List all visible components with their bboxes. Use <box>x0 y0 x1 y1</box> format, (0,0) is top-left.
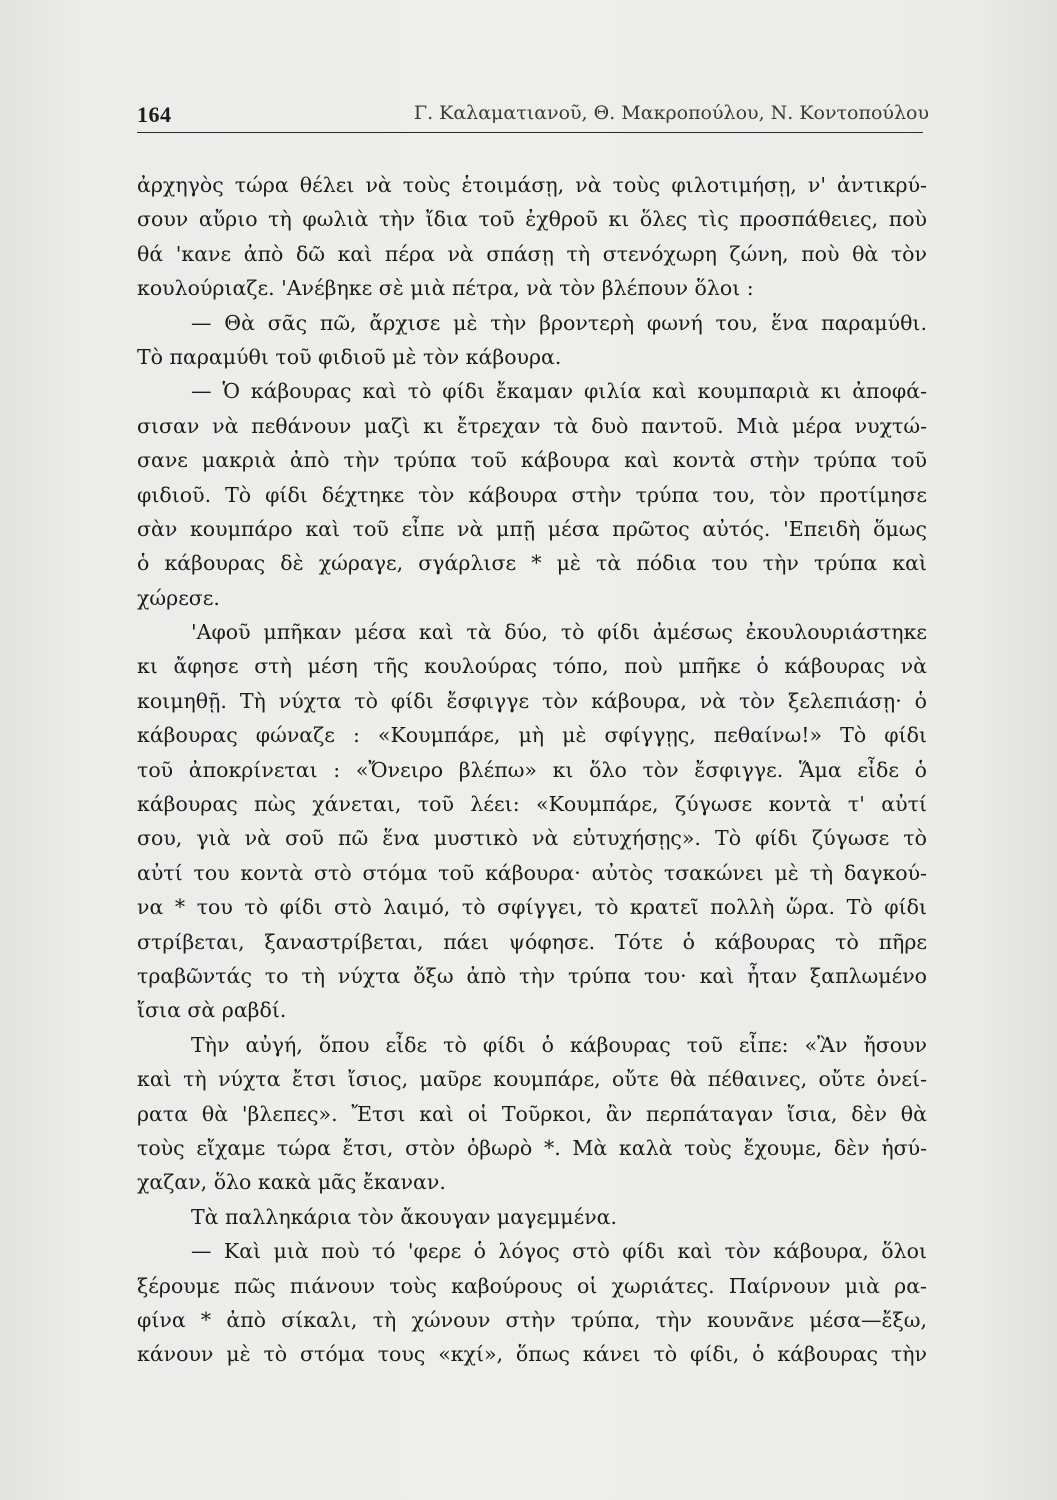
page-number: 164 <box>137 102 172 127</box>
body-text <box>137 168 927 1372</box>
text-line: σισαν νὰ πεθάνουν μαζὶ κι ἔτρεχαν τὰ δυὸ παντοῦ. Μιὰ μέρα νυχτώ- <box>137 413 927 438</box>
text-line: κάνουν μὲ τὸ στόμα τους «κχί», ὅπως κάνει τὸ φίδι, ὁ κάβουρας τὴν <box>137 1342 927 1367</box>
text-line: ρατα θὰ 'βλεπες». Ἔτσι καὶ οἱ Τοῦρκοι, ἂν περπάταγαν ἴσια, δὲν θὰ <box>137 1101 927 1126</box>
text-line: φιδιοῦ. Τὸ φίδι δέχτηκε τὸν κάβουρα στὴν τρύπα του, τὸν προτίμησε <box>137 482 927 507</box>
text-line: θά 'κανε ἀπὸ δῶ καὶ πέρα νὰ σπάσῃ τὴ στενόχωρη ζώνη, ποὺ θὰ τὸν <box>137 241 927 266</box>
text-line: — Θὰ σᾶς πῶ, ἄρχισε μὲ τὴν βροντερὴ φωνή του, ἕνα παραμύθι. <box>191 310 927 335</box>
text-line: ἴσια σὰ ραβδί. <box>137 998 287 1023</box>
text-line: ξέρουμε πῶς πιάνουν τοὺς καβούρους οἱ χωριάτες. Παίρνουν μιὰ ρα- <box>137 1273 927 1298</box>
text-line: σανε μακριὰ ἀπὸ τὴν τρύπα τοῦ κάβουρα καὶ κοντὰ στὴν τρύπα τοῦ <box>137 448 927 473</box>
text-line: κάβουρας φώναζε : «Κουμπάρε, μὴ μὲ σφίγγῃς, πεθαίνω!» Τὸ φίδι <box>137 723 927 748</box>
text-line: σου, γιὰ νὰ σοῦ πῶ ἕνα μυστικὸ νὰ εὐτυχήσῃς». Τὸ φίδι ζύγωσε τὸ <box>137 826 927 851</box>
text-line: καὶ τὴ νύχτα ἔτσι ἴσιος, μαῦρε κουμπάρε, οὔτε θὰ πέθαινες, οὔτε ὀνεί- <box>137 1067 927 1092</box>
text-line: ἀρχηγὸς τώρα θέλει νὰ τοὺς ἑτοιμάσῃ, νὰ τοὺς φιλοτιμήσῃ, ν' ἀντικρύ- <box>137 173 927 197</box>
text-line: — Ὁ κάβουρας καὶ τὸ φίδι ἔκαμαν φιλία καὶ κουμπαριὰ κι ἀποφά- <box>191 379 927 404</box>
text-line: Τὴν αὐγή, ὅπου εἶδε τὸ φίδι ὁ κάβουρας τοῦ εἶπε: «Ἂν ἤσουν <box>191 1032 927 1057</box>
text-line: Τὰ παλληκάρια τὸν ἄκουγαν μαγεμμένα. <box>191 1204 618 1229</box>
text-line: — Καὶ μιὰ ποὺ τό 'φερε ὁ λόγος στὸ φίδι καὶ τὸν κάβουρα, ὅλοι <box>191 1239 927 1264</box>
text-line: σουν αὔριο τὴ φωλιὰ τὴν ἴδια τοῦ ἐχθροῦ κι ὅλες τὶς προσπάθειες, ποὺ <box>137 207 927 232</box>
text-line: ὁ κάβουρας δὲ χώραγε, σγάρλισε * μὲ τὰ πόδια του τὴν τρύπα καὶ <box>137 551 927 576</box>
text-line: να * του τὸ φίδι στὸ λαιμό, τὸ σφίγγει, τὸ κρατεῖ πολλὴ ὥρα. Τὸ φίδι <box>137 895 927 920</box>
text-line: σὰν κουμπάρο καὶ τοῦ εἶπε νὰ μπῇ μέσα πρῶτος αὐτός. 'Επειδὴ ὅμως <box>137 516 927 541</box>
text-line: Τὸ παραμύθι τοῦ φιδιοῦ μὲ τὸν κάβουρα. <box>137 344 562 369</box>
text-line: στρίβεται, ξαναστρίβεται, πάει ψόφησε. Τότε ὁ κάβουρας τὸ πῆρε <box>137 929 927 954</box>
text-line: χαζαν, ὅλο κακὰ μᾶς ἔκαναν. <box>137 1170 446 1195</box>
text-line: χώρεσε. <box>137 585 220 610</box>
text-line: φίνα * ἀπὸ σίκαλι, τὴ χώνουν στὴν τρύπα, τὴν κουνᾶνε μέσα—ἔξω, <box>137 1307 927 1332</box>
text-line: κάβουρας πὼς χάνεται, τοῦ λέει: «Κουμπάρε, ζύγωσε κοντὰ τ' αὐτί <box>137 792 927 817</box>
text-line: τοὺς εἴχαμε τώρα ἔτσι, στὸν ὀβωρὸ *. Μὰ καλὰ τοὺς ἔχουμε, δὲν ἡσύ- <box>137 1135 927 1160</box>
text-line: κι ἄφησε στὴ μέση τῆς κουλούρας τόπο, ποὺ μπῆκε ὁ κάβουρας νὰ <box>137 654 927 679</box>
text-line: 'Αφοῦ μπῆκαν μέσα καὶ τὰ δύο, τὸ φίδι ἀμέσως ἐκουλουριάστηκε <box>191 620 927 645</box>
text-line: αὐτί του κοντὰ στὸ στόμα τοῦ κάβουρα· αὐτὸς τσακώνει μὲ τὴ δαγκού- <box>137 860 927 885</box>
text-line: κουλούριαζε. 'Ανέβηκε σὲ μιὰ πέτρα, νὰ τὸν βλέπουν ὅλοι : <box>137 276 754 301</box>
running-head: Γ. Καλαματιανοῦ, Θ. Μακροπούλου, Ν. Κοντοπούλου <box>413 102 929 124</box>
page-header <box>137 100 929 133</box>
text-line: τραβῶντάς το τὴ νύχτα ὄξω ἀπὸ τὴν τρύπα του· καὶ ἦταν ξαπλωμένο <box>137 963 927 988</box>
text-line: τοῦ ἀποκρίνεται : «Ὄνειρο βλέπω» κι ὅλο τὸν ἔσφιγγε. Ἅμα εἶδε ὁ <box>137 757 927 782</box>
text-line: κοιμηθῇ. Τὴ νύχτα τὸ φίδι ἔσφιγγε τὸν κάβουρα, νὰ τὸν ξελεπιάσῃ· ὁ <box>137 688 927 713</box>
